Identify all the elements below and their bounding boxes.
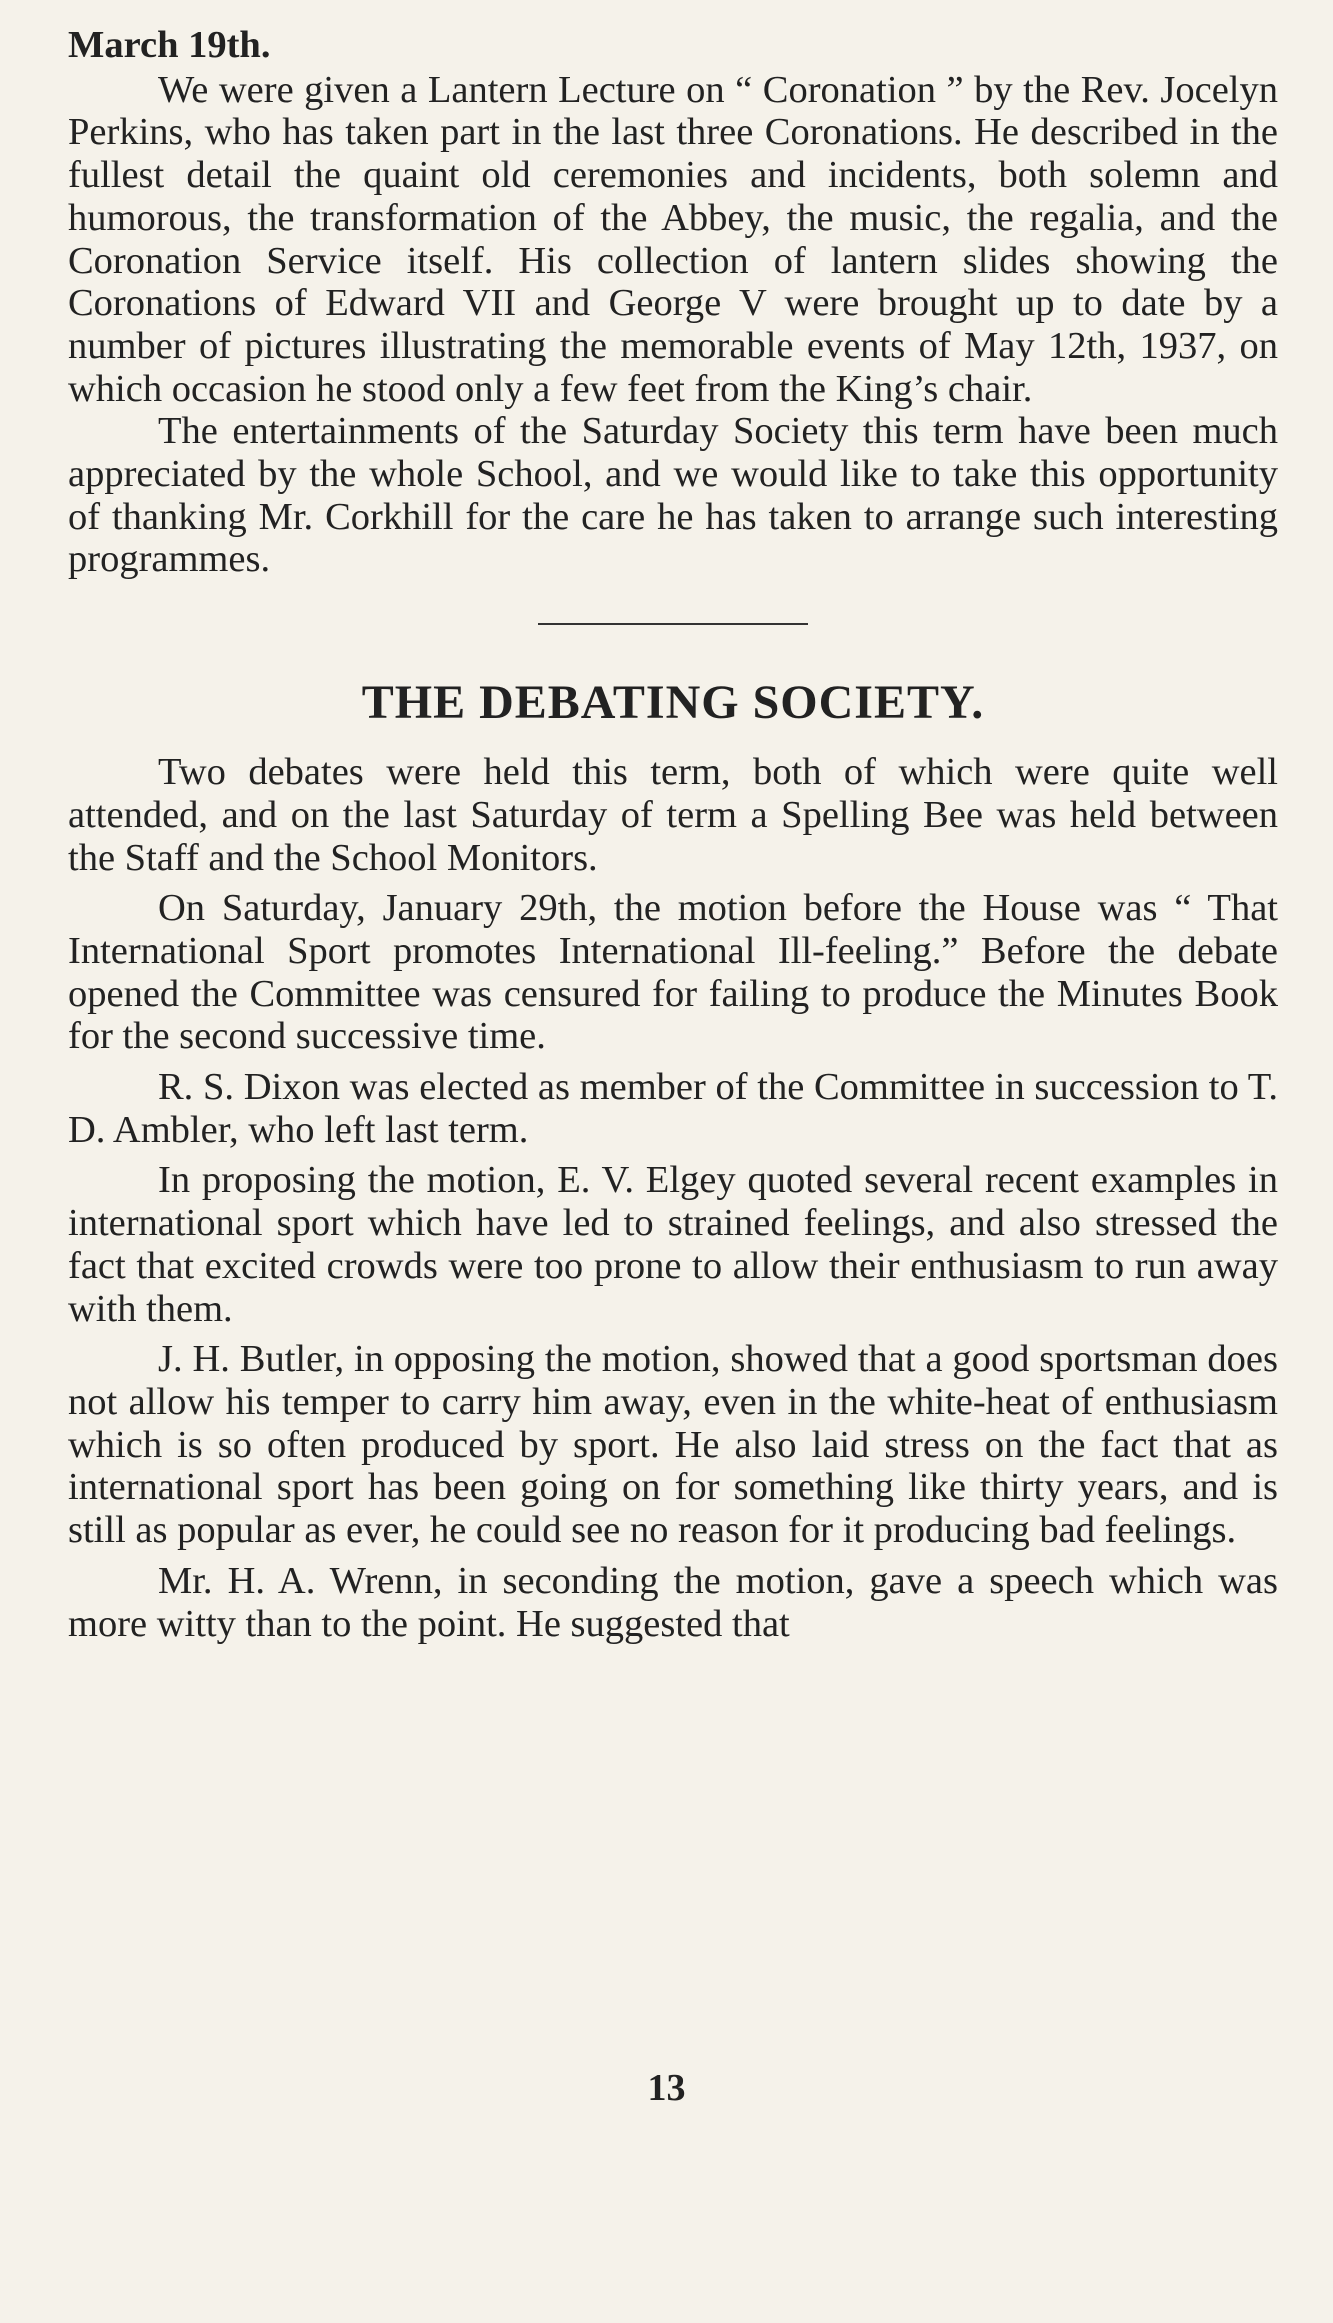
paragraph-elgey-proposing: In proposing the motion, E. V. Elgey quoted several recent examples in international sport which have led to strained feelings, and also stressed the fact that excited crowds were too prone to allow their enthusiasm to run away with them. bbox=[68, 1159, 1278, 1330]
paragraph-butler-opposing: J. H. Butler, in opposing the motion, showed that a good sportsman does not allow his temper to carry him away, even in the white-heat of enthusiasm which is so often produced by sport. He also laid stress on the fact that as international sport has been going on for something like thirty years, and is still as popular as ever, he could see no reason for it producing bad feelings. bbox=[68, 1338, 1278, 1552]
page-number: 13 bbox=[647, 2067, 686, 2109]
section-title: THE DEBATING SOCIETY. bbox=[361, 676, 985, 730]
paragraph-debates-held: Two debates were held this term, both of which were quite well attended, and on the last Saturday of term a Spelling Bee was held between the Staff and the School Monitors. bbox=[68, 751, 1278, 879]
document-page bbox=[68, 24, 1278, 1645]
paragraph-dixon-elected: R. S. Dixon was elected as member of the Committee in succession to T. D. Ambler, who left last term. bbox=[68, 1066, 1278, 1151]
paragraph-saturday-society: The entertainments of the Saturday Society this term have been much appreciated by the whole School, and we would like to take this opportunity of thanking Mr. Corkhill for the care he has taken to arrange such interesting programmes. bbox=[68, 410, 1278, 581]
paragraph-motion: On Saturday, January 29th, the motion before the House was “ That International Sport promotes International Ill-feeling.” Before the debate opened the Committee was censured for failing to produce the Minutes Book for the second successive time. bbox=[68, 887, 1278, 1058]
paragraph-lantern-lecture: We were given a Lantern Lecture on “ Coronation ” by the Rev. Jocelyn Perkins, who has taken part in the last three Coronations. He described in the fullest detail the quaint old ceremonies and incidents, both solemn and humorous, the transformation of the Abbey, the music, the regalia, and the Coronation Service itself. His collection of lantern slides showing the Coronations of Edward VII and George V were brought up to date by a number of pictures illustrating the memorable events of May 12th, 1937, on which occasion he stood only a few feet from the King’s chair. bbox=[68, 68, 1278, 410]
paragraph-wrenn-seconding: Mr. H. A. Wrenn, in seconding the motion, gave a speech which was more witty than to the point. He suggested that bbox=[68, 1559, 1278, 1645]
date-heading: March 19th. bbox=[68, 24, 271, 66]
section-divider bbox=[538, 623, 808, 625]
